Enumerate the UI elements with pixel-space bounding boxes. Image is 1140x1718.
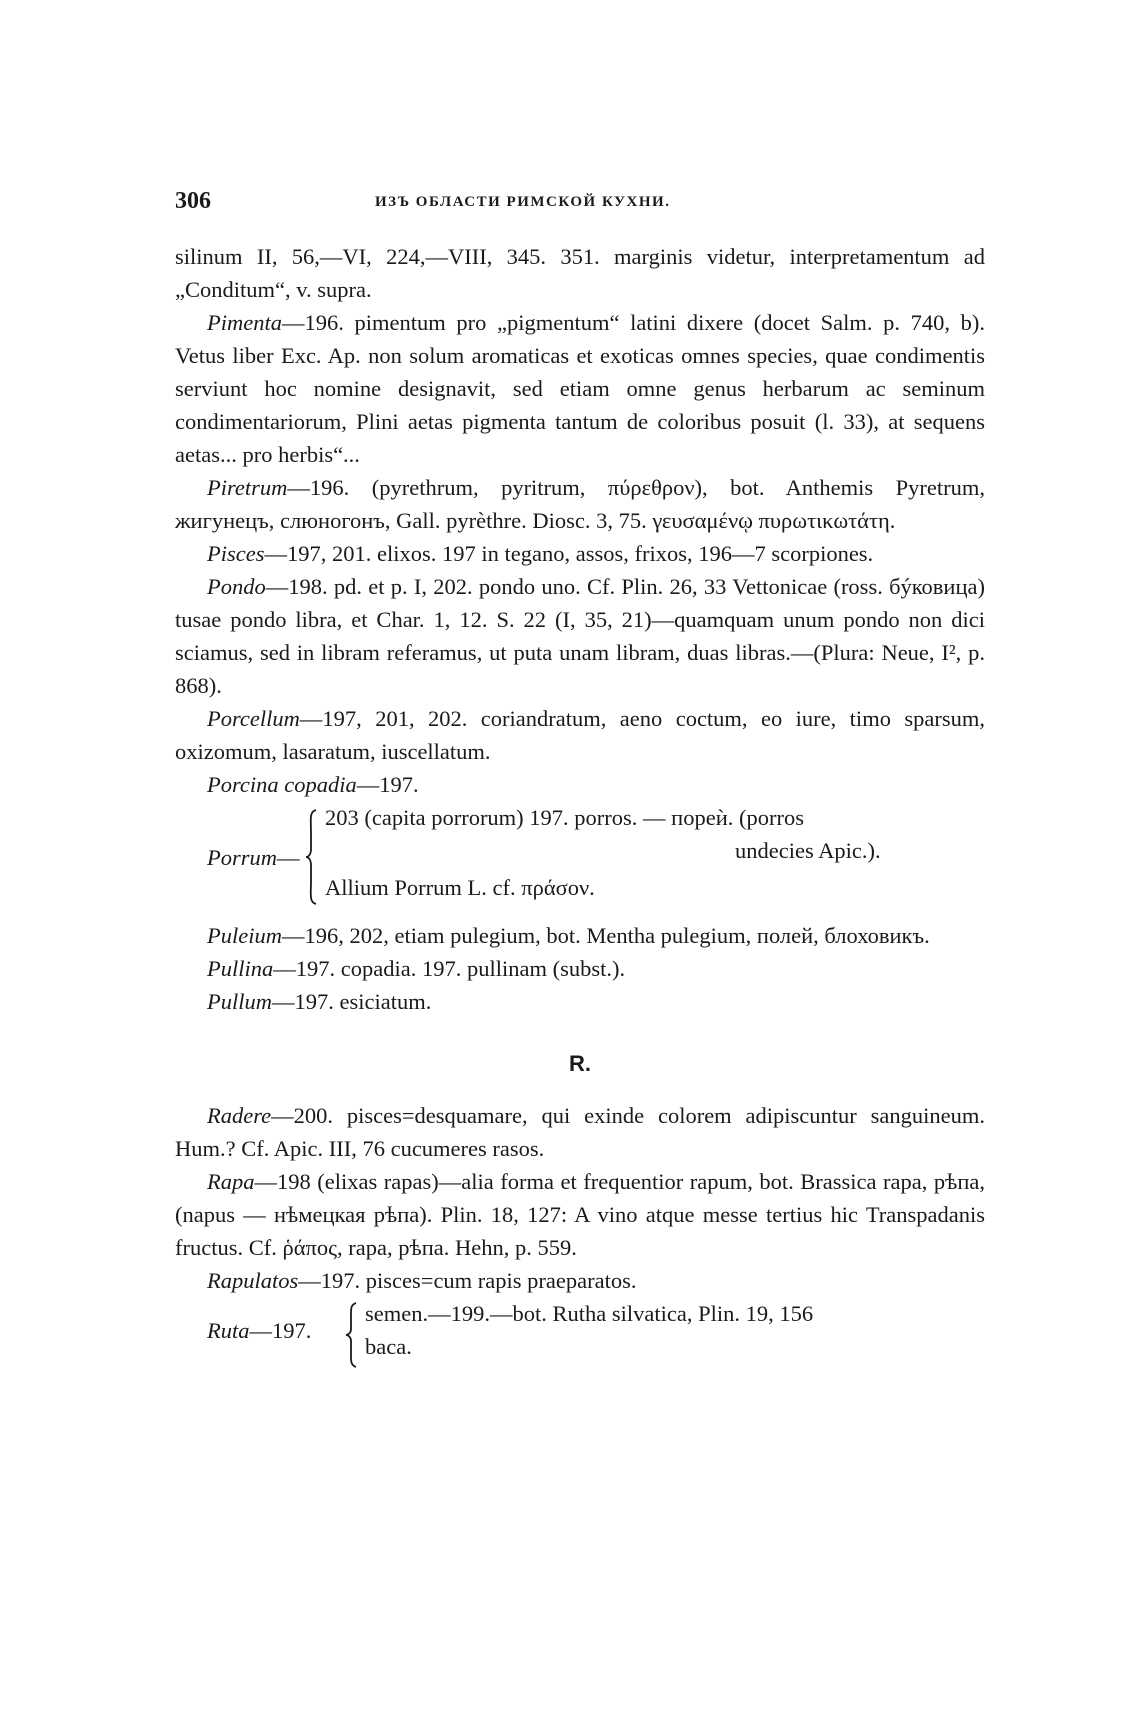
headword: Pullum <box>207 989 272 1014</box>
porrum-line-2: undecies Apic.). <box>735 838 881 863</box>
page-number: 306 <box>175 188 211 214</box>
headword: Porrum <box>207 845 278 870</box>
entry-text: —197. <box>356 772 419 797</box>
entry-text: —200. pisces=desquamare, qui exinde colorem adipiscuntur sanguineum. Hum.? Cf. Apic. III, 76 cucumeres rasos. <box>175 1103 985 1161</box>
headword: Rapulatos <box>207 1268 299 1293</box>
headword: Pisces <box>207 541 265 566</box>
running-title: ИЗЪ ОБЛАСТИ РИМСКОЙ КУХНИ. <box>375 194 671 210</box>
entry-text: —196. pimentum pro „pigmentum“ latini dixere (docet Salm. p. 740, b). Vetus liber Exc. Ap. non solum aromaticas et exoticas omnes species, quae condimentis serviunt hoc nomine designavit, sed etiam omne genus herbarum ac seminum condimentariorum, Plini aetas pigmenta tantum de coloribus posuit (l. 33), at sequens aetas... pro herbis“... <box>175 310 985 467</box>
entry-ruta <box>175 1297 985 1373</box>
porrum-dash: — <box>277 845 300 870</box>
headword: Porcina copadia <box>207 772 357 797</box>
headword: Ruta <box>207 1318 250 1343</box>
headword: Pimenta <box>207 310 282 335</box>
headword: Pondo <box>207 574 266 599</box>
page-header <box>175 188 975 218</box>
entry-porrum <box>175 801 985 919</box>
entry-pisces <box>175 537 985 570</box>
entry-puleium <box>175 919 985 952</box>
entry-pullum <box>175 985 985 1018</box>
porrum-line-3: Allium Porrum L. cf. πράσον. <box>325 875 595 900</box>
entry-rapa <box>175 1165 985 1264</box>
entry-text: —196, 202, etiam pulegium, bot. Mentha pulegium, полей, блоховикъ. <box>281 923 930 948</box>
entry-silinum <box>175 240 985 306</box>
entry-text: —197, 201, 202. coriandratum, aeno coctum, eo iure, timo sparsum, oxizomum, lasaratum, iuscellatum. <box>175 706 985 764</box>
entry-porcellum <box>175 702 985 768</box>
headword: Puleium <box>207 923 282 948</box>
entry-pondo <box>175 570 985 702</box>
entry-piretrum <box>175 471 985 537</box>
ruta-headword-group <box>207 1314 311 1347</box>
entry-text: silinum II, 56,—VI, 224,—VIII, 345. 351. marginis videtur, interpretamentum ad „Conditum“, v. supra. <box>175 244 985 302</box>
entry-pimenta <box>175 306 985 471</box>
entry-porcina <box>175 768 985 801</box>
ruta-line-1: semen.—199.—bot. Rutha silvatica, Plin. 19, 156 <box>365 1301 814 1326</box>
porrum-headword-group <box>207 841 300 874</box>
entry-text: —197, 201. elixos. 197 in tegano, assos, frixos, 196—7 scorpiones. <box>264 541 874 566</box>
porrum-line-1: 203 (capita porrorum) 197. porros. — пореѝ. (porros <box>325 805 804 830</box>
headword: Rapa <box>207 1169 255 1194</box>
entry-pullina <box>175 952 985 985</box>
entry-radere <box>175 1099 985 1165</box>
curly-brace-icon <box>305 809 317 905</box>
entry-text: —197. esiciatum. <box>272 989 432 1014</box>
entry-text: —197. pisces=cum rapis praeparatos. <box>298 1268 637 1293</box>
entry-text: —197. copadia. 197. pullinam (subst.). <box>273 956 626 981</box>
entry-rapulatos <box>175 1264 985 1297</box>
headword: Porcellum <box>207 706 300 731</box>
section-letter: R. <box>569 1051 591 1076</box>
ruta-head-tail: —197. <box>249 1318 312 1343</box>
page-body <box>175 240 985 1373</box>
headword: Radere <box>207 1103 272 1128</box>
ruta-line-2: baca. <box>365 1334 412 1359</box>
headword: Pullina <box>207 956 274 981</box>
headword: Piretrum <box>207 475 288 500</box>
curly-brace-icon <box>345 1302 357 1368</box>
entry-text: —196. (pyrethrum, pyritrum, πύρεθρον), bot. Anthemis Pyretrum, жигунецъ, слюногонъ, Gall. pyrèthre. Diosc. 3, 75. γευσαμένῳ πυρωτικωτάτη. <box>175 475 985 533</box>
entry-text: —198. pd. et p. I, 202. pondo uno. Cf. Plin. 26, 33 Vettonicae (ross. бýковица) tusae pondo libra, et Char. 1, 12. S. 22 (I, 35, 21)—quamquam unum pondo non dici sciamus, sed in libram referamus, ut puta unam libram, duas libras.—(Plura: Neue, I², p. 868). <box>175 574 985 698</box>
entry-text: —198 (elixas rapas)—alia forma et frequentior rapum, bot. Brassica rapa, рѣпа, (napus — нѣмецкая рѣпа). Plin. 18, 127: A vino atque messe tertius hic Transpadanis fructus. Cf. ῥάπος, rapa, рѣпа. Hehn, p. 559. <box>175 1169 985 1260</box>
